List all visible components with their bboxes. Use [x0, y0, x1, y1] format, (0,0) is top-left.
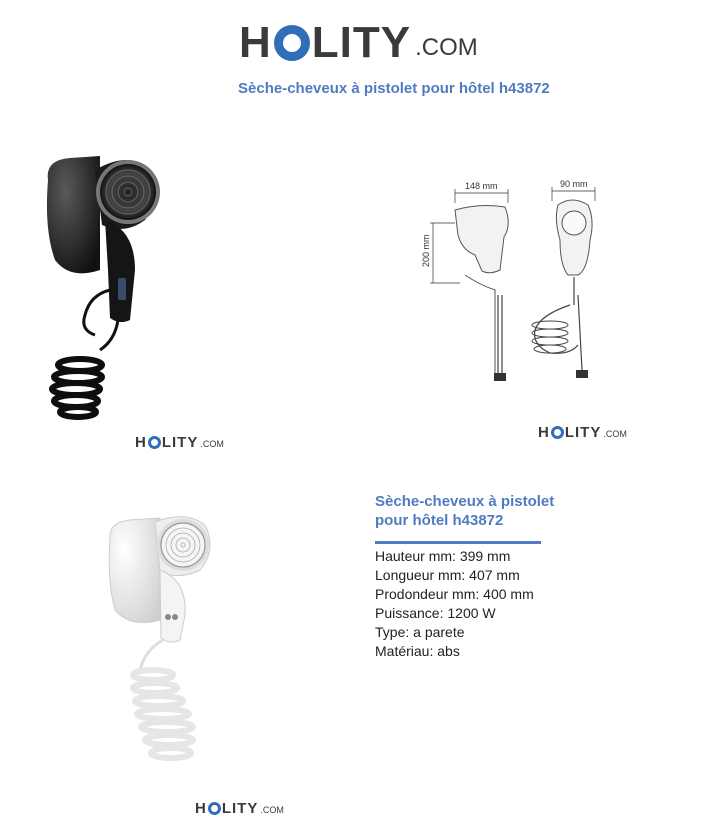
logo-ring-icon: [208, 802, 221, 815]
logo-letter-h: H: [538, 423, 550, 441]
spec-label: Matériau: [375, 643, 430, 659]
spec-value: a parete: [413, 624, 465, 640]
spec-label: Type: [375, 624, 406, 640]
logo-dotcom: .COM: [260, 805, 284, 815]
logo-letters: LITY: [564, 423, 602, 441]
logo-letter-h: H: [195, 799, 207, 817]
spec-row: Matériau: abs: [375, 643, 460, 659]
dimension-drawing: [420, 175, 610, 395]
spec-label: Hauteur mm: [375, 548, 453, 564]
page-title: Sèche-cheveux à pistolet pour hôtel h43872: [238, 80, 550, 97]
logo-letters: LITY: [311, 18, 412, 67]
title-divider: [375, 541, 541, 544]
logo-letters: LITY: [221, 799, 259, 817]
spec-label: Prodondeur mm: [375, 586, 476, 602]
logo-ring-icon: [551, 426, 564, 439]
logo-dotcom: .COM: [603, 429, 627, 439]
watermark-logo-1: [135, 433, 224, 451]
spec-row: Type: a parete: [375, 624, 465, 640]
holity-logo[interactable]: [239, 18, 478, 68]
spec-label: Puissance: [375, 605, 440, 621]
product-title-line2: pour hôtel h43872: [375, 512, 504, 529]
spec-value: 407 mm: [469, 567, 520, 583]
product-title-line1: Sèche-cheveux à pistolet: [375, 493, 555, 510]
logo-letter-h: H: [135, 433, 147, 451]
white-hair-dryer-photo: [105, 510, 215, 775]
logo-dotcom: .COM: [415, 34, 478, 61]
product-title: [375, 492, 595, 530]
black-hair-dryer-photo: [40, 150, 170, 425]
spec-value: 400 mm: [483, 586, 534, 602]
depth-dimension-label: 90 mm: [560, 179, 588, 189]
spec-label: Longueur mm: [375, 567, 462, 583]
spec-value: 399 mm: [459, 548, 511, 564]
spec-list: [375, 547, 534, 661]
spec-row: Longueur mm: 407 mm: [375, 567, 520, 583]
watermark-logo-3: [195, 799, 284, 817]
logo-ring-icon: [274, 25, 310, 61]
logo-letters: LITY: [161, 433, 199, 451]
width-dimension-label: 148 mm: [465, 181, 498, 191]
spec-value: abs: [437, 643, 460, 659]
height-dimension-label: 200 mm: [421, 234, 431, 267]
logo-ring-icon: [148, 436, 161, 449]
spec-row: Hauteur mm: 399 mm: [375, 548, 511, 564]
watermark-logo-2: [538, 423, 627, 441]
spec-row: Prodondeur mm: 400 mm: [375, 586, 534, 602]
logo-dotcom: .COM: [200, 439, 224, 449]
logo-letter-h: H: [239, 18, 272, 67]
spec-value: 1200 W: [447, 605, 496, 621]
spec-row: Puissance: 1200 W: [375, 605, 496, 621]
